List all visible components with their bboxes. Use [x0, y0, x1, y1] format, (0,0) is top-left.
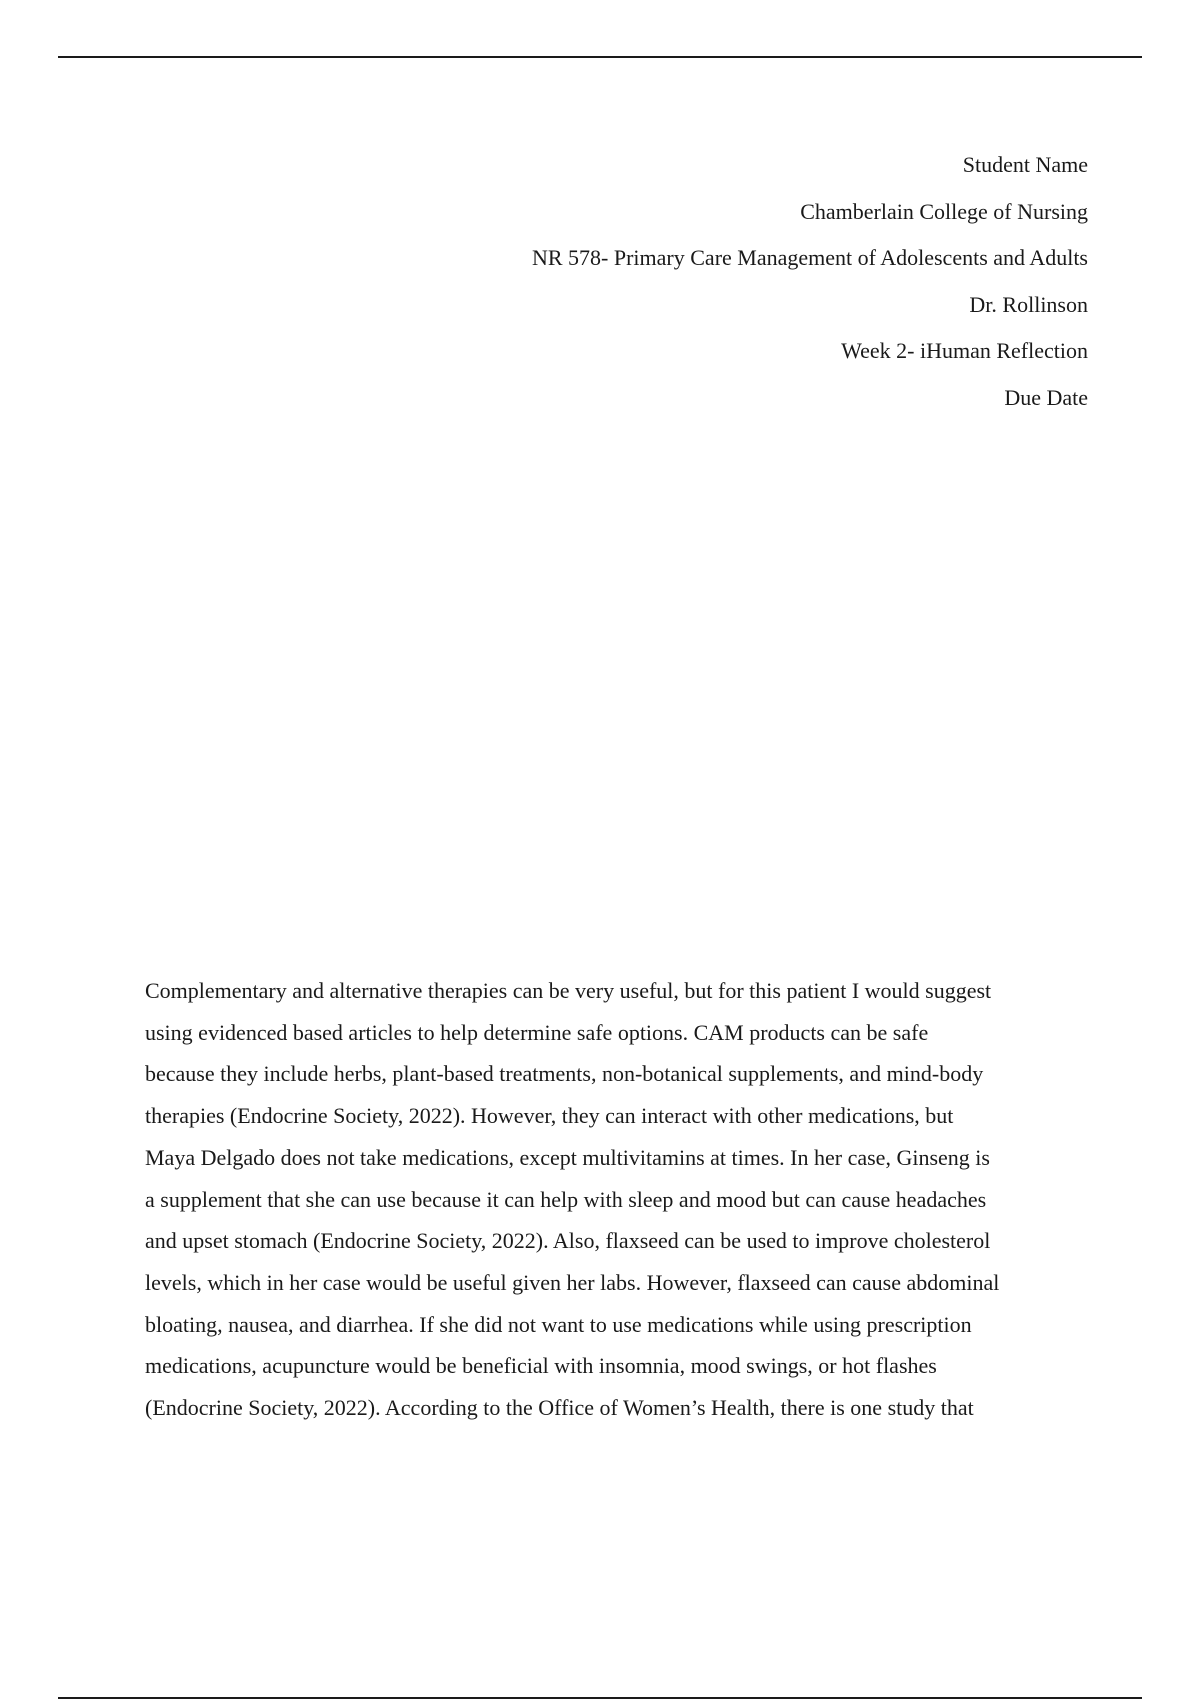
- course-title: NR 578- Primary Care Management of Adolescents and Adults: [531, 245, 1088, 270]
- paragraph-line: medications, acupuncture would be beneficial with insomnia, mood swings, or hot flashes: [145, 1353, 937, 1379]
- student-name: Student Name: [962, 152, 1088, 177]
- instructor-name: Dr. Rollinson: [969, 291, 1088, 317]
- assignment-title: Week 2- iHuman Reflection: [841, 338, 1088, 363]
- paragraph-line: therapies (Endocrine Society, 2022). However, they can interact with other medications, but: [145, 1103, 954, 1129]
- paragraph-line: and upset stomach (Endocrine Society, 2022). Also, flaxseed can be used to improve cholesterol: [145, 1228, 991, 1254]
- paragraph-line: (Endocrine Society, 2022). According to the Office of Women’s Health, there is one study that: [145, 1395, 974, 1421]
- title-page-block: [288, 142, 1088, 421]
- paragraph-line: using evidenced based articles to help determine safe options. CAM products can be safe: [145, 1019, 929, 1045]
- paragraph-line: because they include herbs, plant-based treatments, non-botanical supplements, and mind-body: [145, 1061, 984, 1087]
- paragraph-line: bloating, nausea, and diarrhea. If she did not want to use medications while using prescription: [145, 1311, 972, 1337]
- body-paragraph: [145, 970, 1089, 1429]
- page-bottom-rule: [58, 1697, 1142, 1699]
- institution-name: Chamberlain College of Nursing: [800, 198, 1088, 224]
- page-top-rule: [58, 56, 1142, 58]
- paragraph-line: a supplement that she can use because it can help with sleep and mood but can cause headaches: [145, 1186, 987, 1212]
- due-date: Due Date: [1004, 384, 1088, 410]
- paragraph-line: Complementary and alternative therapies can be very useful, but for this patient I would suggest: [145, 978, 992, 1003]
- paragraph-line: Maya Delgado does not take medications, except multivitamins at times. In her case, Ginseng is: [145, 1144, 990, 1170]
- paragraph-line: levels, which in her case would be useful given her labs. However, flaxseed can cause abdominal: [145, 1269, 1000, 1295]
